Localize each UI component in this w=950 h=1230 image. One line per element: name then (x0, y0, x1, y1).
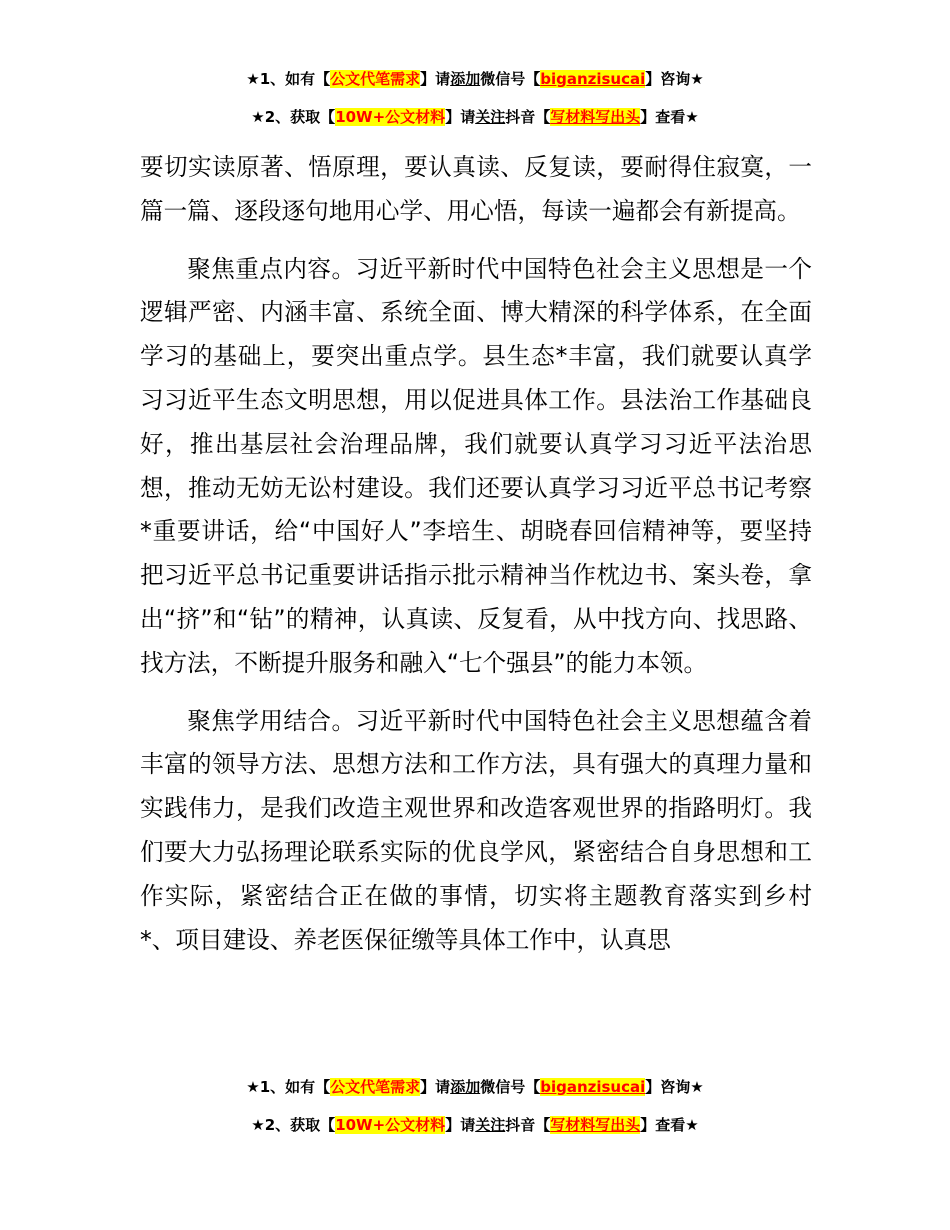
document-body (140, 146, 812, 962)
underlined-follow-text: 关注 (475, 108, 506, 126)
wechat-id-highlight: biganzisucai (540, 70, 646, 88)
douyin-account-highlight: 写材料写出头 (550, 108, 641, 126)
promo-text: 】咨询★ (645, 70, 704, 88)
top-promo-line-1 (0, 68, 950, 90)
promo-text: 抖音【 (505, 108, 551, 126)
paragraph-focus-key-content: 聚焦重点内容。习近平新时代中国特色社会主义思想是一个逻辑严密、内涵丰富、系统全面、博大精深的科学体系，在全面学习的基础上，要突出重点学。县生态*丰富，我们就要认真学习习近平生态文明思想，用以促进具体工作。县法治工作基础良好，推出基层社会治理品牌，我们就要认真学习习近平法治思想，推动无妨无讼村建设。我们还要认真学习习近平总书记考察*重要讲话，给“中国好人”李培生、胡晓春回信精神等，要坚持把习近平总书记重要讲话指示批示精神当作枕边书、案头卷，拿出“挤”和“钻”的精神，认真读、反复看，从中找方向、找思路、找方法，不断提升服务和融入“七个强县”的能力本领。 (140, 254, 812, 677)
promo-text: 】咨询★ (645, 1078, 704, 1096)
paragraph-focus-learning-application: 聚焦学用结合。习近平新时代中国特色社会主义思想蕴含着丰富的领导方法、思想方法和工作方法，具有强大的真理力量和实践伟力，是我们改造主观世界和改造客观世界的指路明灯。我们要大力弘扬理论联系实际的优良学风，紧密结合自身思想和工作实际，紧密结合正在做的事情，切实将主题教育落实到乡村*、项目建设、养老医保征缴等具体工作中，认真思 (140, 706, 812, 954)
promo-text: 】请 (420, 1078, 451, 1096)
underlined-follow-text: 关注 (475, 1116, 506, 1134)
highlight-materials-text: 10W+公文材料 (335, 108, 446, 126)
top-promo-line-2 (0, 106, 950, 128)
highlight-materials-text: 10W+公文材料 (335, 1116, 446, 1134)
paragraph-continuation: 要切实读原著、悟原理，要认真读、反复读，要耐得住寂寞，一篇一篇、逐段逐句地用心学、用心悟，每读一遍都会有新提高。 (140, 153, 812, 225)
promo-text: 微信号【 (480, 1078, 541, 1096)
highlight-service-text: 公文代笔需求 (330, 70, 421, 88)
bottom-promo-line-2 (0, 1114, 950, 1136)
bottom-promo-line-1 (0, 1076, 950, 1098)
promo-text: 微信号【 (480, 70, 541, 88)
promo-text: ★2、获取【 (251, 108, 336, 126)
promo-text: 】请 (445, 108, 476, 126)
promo-text: 】查看★ (640, 108, 699, 126)
underlined-add-text: 添加 (450, 70, 481, 88)
promo-text: ★2、获取【 (251, 1116, 336, 1134)
promo-text: 】请 (445, 1116, 476, 1134)
underlined-add-text: 添加 (450, 1078, 481, 1096)
promo-text: 】查看★ (640, 1116, 699, 1134)
promo-text: 】请 (420, 70, 451, 88)
wechat-id-highlight: biganzisucai (540, 1078, 646, 1096)
highlight-service-text: 公文代笔需求 (330, 1078, 421, 1096)
promo-text: ★1、如有【 (246, 1078, 331, 1096)
promo-text: 抖音【 (505, 1116, 551, 1134)
douyin-account-highlight: 写材料写出头 (550, 1116, 641, 1134)
star-prefix-text: ★1、如有【 (246, 70, 331, 88)
